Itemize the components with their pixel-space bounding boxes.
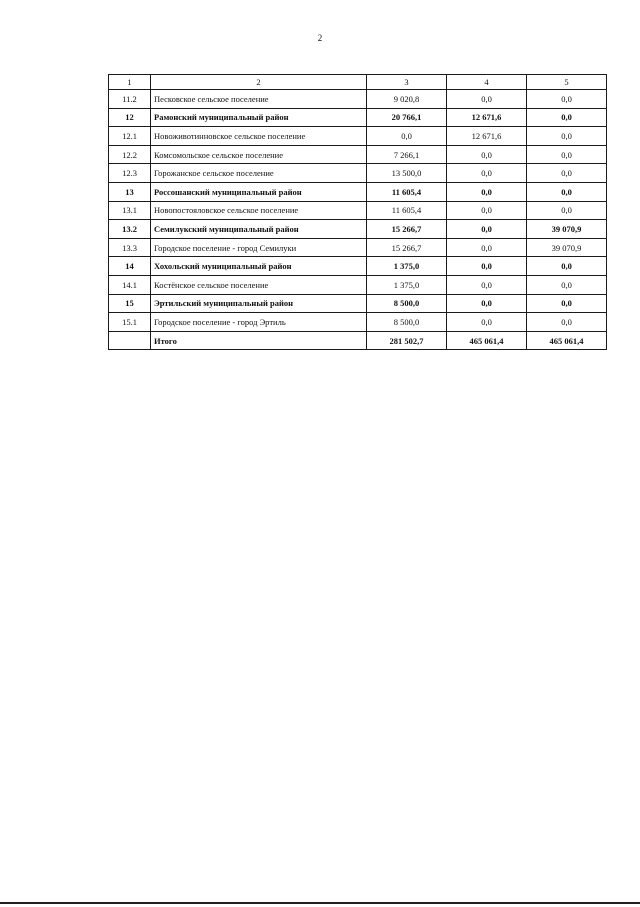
column-5-value-cell: 465 061,4 — [527, 331, 607, 350]
row-number-cell: 13.1 — [109, 201, 151, 220]
column-4-value-cell: 0,0 — [447, 145, 527, 164]
column-5-value-cell: 0,0 — [527, 294, 607, 313]
row-name-cell: Горожанское сельское поселение — [151, 164, 367, 183]
budget-table — [108, 74, 607, 350]
column-5-value-cell: 0,0 — [527, 108, 607, 127]
column-4-value-cell: 0,0 — [447, 220, 527, 239]
table-row — [109, 220, 607, 239]
column-4-value-cell: 0,0 — [447, 201, 527, 220]
table-row — [109, 294, 607, 313]
column-4-value-cell: 0,0 — [447, 275, 527, 294]
row-number-cell: 12.1 — [109, 127, 151, 146]
column-4-value-cell: 0,0 — [447, 294, 527, 313]
column-5-value-cell: 0,0 — [527, 90, 607, 109]
column-3-value-cell: 13 500,0 — [367, 164, 447, 183]
table-row — [109, 257, 607, 276]
column-header: 3 — [367, 75, 447, 90]
table-row — [109, 331, 607, 350]
row-number-cell: 13.3 — [109, 238, 151, 257]
row-name-cell: Россошанский муниципальный район — [151, 182, 367, 201]
row-number-cell: 12.3 — [109, 164, 151, 183]
row-name-cell: Семилукский муниципальный район — [151, 220, 367, 239]
column-5-value-cell: 0,0 — [527, 127, 607, 146]
table-row — [109, 201, 607, 220]
column-4-value-cell: 0,0 — [447, 182, 527, 201]
row-number-cell: 11.2 — [109, 90, 151, 109]
column-4-value-cell: 12 671,6 — [447, 108, 527, 127]
row-number-cell: 12.2 — [109, 145, 151, 164]
row-name-cell: Песковское сельское поселение — [151, 90, 367, 109]
column-4-value-cell: 0,0 — [447, 164, 527, 183]
row-name-cell: Комсомольское сельское поселение — [151, 145, 367, 164]
table-row — [109, 182, 607, 201]
column-4-value-cell: 0,0 — [447, 313, 527, 332]
row-number-cell: 15.1 — [109, 313, 151, 332]
column-3-value-cell: 15 266,7 — [367, 220, 447, 239]
row-number-cell: 15 — [109, 294, 151, 313]
column-5-value-cell: 0,0 — [527, 164, 607, 183]
column-5-value-cell: 0,0 — [527, 257, 607, 276]
column-5-value-cell: 0,0 — [527, 145, 607, 164]
page-bottom-rule — [0, 902, 640, 904]
row-name-cell: Эртильский муниципальный район — [151, 294, 367, 313]
column-3-value-cell: 281 502,7 — [367, 331, 447, 350]
column-3-value-cell: 15 266,7 — [367, 238, 447, 257]
row-number-cell: 14 — [109, 257, 151, 276]
table-row — [109, 145, 607, 164]
table-row — [109, 127, 607, 146]
column-3-value-cell: 20 766,1 — [367, 108, 447, 127]
column-3-value-cell: 8 500,0 — [367, 313, 447, 332]
column-3-value-cell: 0,0 — [367, 127, 447, 146]
column-5-value-cell: 39 070,9 — [527, 220, 607, 239]
table-row — [109, 238, 607, 257]
column-header: 4 — [447, 75, 527, 90]
row-name-cell: Новоживотинновское сельское поселение — [151, 127, 367, 146]
column-3-value-cell: 9 020,8 — [367, 90, 447, 109]
column-5-value-cell: 39 070,9 — [527, 238, 607, 257]
page-number: 2 — [317, 33, 323, 43]
column-header: 5 — [527, 75, 607, 90]
column-4-value-cell: 465 061,4 — [447, 331, 527, 350]
row-name-cell: Городское поселение - город Семилуки — [151, 238, 367, 257]
column-3-value-cell: 1 375,0 — [367, 275, 447, 294]
column-4-value-cell: 12 671,6 — [447, 127, 527, 146]
column-3-value-cell: 7 266,1 — [367, 145, 447, 164]
column-5-value-cell: 0,0 — [527, 275, 607, 294]
budget-table-container — [108, 74, 606, 350]
table-row — [109, 275, 607, 294]
column-5-value-cell: 0,0 — [527, 313, 607, 332]
row-name-cell: Костёнское сельское поселение — [151, 275, 367, 294]
table-row — [109, 108, 607, 127]
column-4-value-cell: 0,0 — [447, 90, 527, 109]
column-5-value-cell: 0,0 — [527, 182, 607, 201]
row-name-cell: Новопостояловское сельское поселение — [151, 201, 367, 220]
row-number-cell: 14.1 — [109, 275, 151, 294]
column-3-value-cell: 11 605,4 — [367, 182, 447, 201]
table-row — [109, 164, 607, 183]
column-header: 1 — [109, 75, 151, 90]
row-name-cell: Городское поселение - город Эртиль — [151, 313, 367, 332]
row-number-cell — [109, 331, 151, 350]
row-name-cell: Хохольский муниципальный район — [151, 257, 367, 276]
table-row — [109, 313, 607, 332]
column-3-value-cell: 1 375,0 — [367, 257, 447, 276]
column-4-value-cell: 0,0 — [447, 257, 527, 276]
row-number-cell: 13.2 — [109, 220, 151, 239]
row-number-cell: 12 — [109, 108, 151, 127]
row-name-cell: Рамонский муниципальный район — [151, 108, 367, 127]
table-row — [109, 90, 607, 109]
table-header-row — [109, 75, 607, 90]
column-header: 2 — [151, 75, 367, 90]
row-name-cell: Итого — [151, 331, 367, 350]
column-5-value-cell: 0,0 — [527, 201, 607, 220]
column-3-value-cell: 8 500,0 — [367, 294, 447, 313]
row-number-cell: 13 — [109, 182, 151, 201]
column-3-value-cell: 11 605,4 — [367, 201, 447, 220]
column-4-value-cell: 0,0 — [447, 238, 527, 257]
